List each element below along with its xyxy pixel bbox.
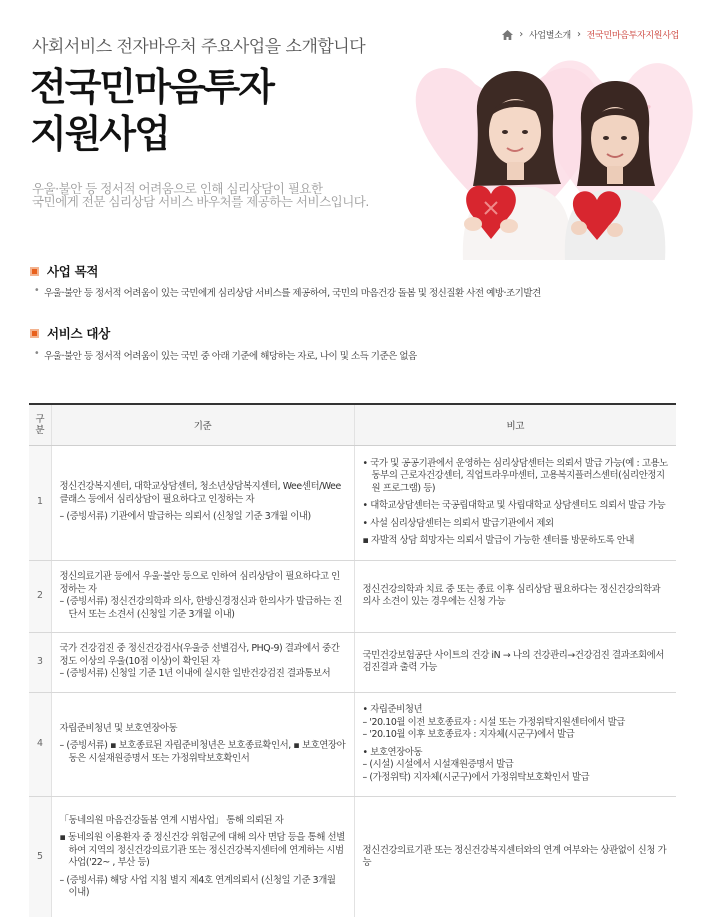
row-number: 1 (29, 445, 51, 560)
row-note (354, 692, 676, 796)
table-row (29, 632, 676, 692)
row-criteria (51, 692, 354, 796)
row-note (354, 560, 676, 632)
note-text: • 대학교상담센터는 국공립대학교 및 사립대학교 상담센터도 의뢰서 발급 가능 (362, 500, 666, 511)
row-note (354, 445, 676, 560)
table-header-row (29, 404, 676, 445)
criteria-evidence: – (증빙서류) 정신건강의학과 의사, 한방신경정신과 한의사가 발급하는 진단서 또는 소견서 (신청일 기준 3개월 이내) (59, 596, 342, 620)
row-number: 3 (29, 632, 51, 692)
note-text: • 자립준비청년 (362, 704, 423, 715)
section-square-icon (30, 329, 39, 338)
row-number: 4 (29, 692, 51, 796)
criteria-evidence: – (증빙서류) 기관에서 발급하는 의뢰서 (신청일 기준 3개월 이내) (59, 511, 311, 523)
row-note (354, 796, 676, 917)
note-text: 국민건강보험공단 사이트의 건강 iN → 나의 건강관리→건강검진 결과조회에서 검진결과 출력 가능 (362, 649, 664, 673)
table-row (29, 692, 676, 796)
note-text: • 국가 및 공공기관에서 운영하는 심리상담센터는 의뢰서 발급 가능(예 : 고용노동부의 근로자건강센터, 직업트라우마센터, 고용복지플러스센터(심리안정지원 프로그램) 등) (362, 457, 668, 494)
table-row (29, 560, 676, 632)
note-text: – (시설) 시설에서 시설재원증명서 발급 (362, 759, 514, 770)
chevron-right-icon: › (576, 29, 581, 40)
criteria-table (29, 403, 676, 917)
criteria-text: 「동네의원 마음건강돌봄 연계 시범사업」 통해 의뢰된 자 (59, 814, 284, 826)
row-criteria (51, 796, 354, 917)
purpose-text-body: 우울·불안 등 정서적 어려움이 있는 국민에게 심리상담 서비스를 제공하여, 국민의 마음건강 돌봄 및 정신질환 사전 예방·조기발견 (44, 288, 541, 299)
page-title (30, 64, 273, 158)
purpose-text: • 우울·불안 등 정서적 어려움이 있는 국민에게 심리상담 서비스를 제공하여, 국민의 마음건강 돌봄 및 정신질환 사전 예방·조기발견 (34, 285, 541, 299)
section-heading-purpose (30, 262, 98, 280)
home-icon[interactable] (502, 30, 513, 40)
description-line1: 우울·불안 등 정서적 어려움으로 인해 심리상담이 필요한 (32, 181, 323, 196)
table-row (29, 445, 676, 560)
page-title-line2: 지원사업 (30, 112, 169, 156)
criteria-text: 자립준비청년 및 보호연장아동 (59, 722, 178, 734)
note-text: • 보호연장아동 (362, 746, 423, 758)
row-note (354, 632, 676, 692)
criteria-text: 국가 건강검진 중 정신건강검사(우울증 선별검사, PHQ-9) 결과에서 중간 정도 이상의 우울(10점 이상)이 확인된 자 (59, 643, 340, 667)
breadcrumb-item-programs[interactable]: 사업별소개 (528, 31, 571, 41)
criteria-evidence: – (증빙서류) 신청일 기준 1년 이내에 실시한 일반건강검진 결과통보서 (59, 668, 331, 680)
column-header-criteria: 기준 (51, 404, 354, 445)
criteria-text: 정신건강복지센터, 대학교상담센터, 청소년상담복지센터, Wee센터/Wee 클래스 등에서 심리상담이 필요하다고 인정하는 자 (59, 481, 341, 505)
note-text: – '20.10월 이전 보호종료자 : 시설 또는 가정위탁지원센터에서 발급 (362, 716, 625, 728)
description-line2: 국민에게 전문 심리상담 서비스 바우처를 제공하는 서비스입니다. (32, 194, 369, 209)
target-text-body: 우울·불안 등 정서적 어려움이 있는 국민 중 아래 기준에 해당하는 자로, 나이 및 소득 기준은 없음 (44, 351, 417, 362)
target-text: • 우울·불안 등 정서적 어려움이 있는 국민 중 아래 기준에 해당하는 자로, 나이 및 소득 기준은 없음 (34, 348, 417, 362)
section-title-target: 서비스 대상 (47, 326, 110, 341)
section-square-icon (30, 267, 39, 276)
note-text: – '20.10월 이후 보호종료자 : 지자체(시군구)에서 발급 (362, 729, 575, 740)
criteria-evidence: – (증빙서류) ▪ 보호종료된 자립준비청년은 보호종료확인서, ▪ 보호연장아동은 시설재원증명서 또는 가정위탁보호확인서 (59, 740, 346, 764)
breadcrumb (502, 28, 679, 41)
page-title-line1: 전국민마음투자 (30, 65, 273, 109)
note-text: 정신건강의학과 치료 중 또는 종료 이후 심리상담 필요하다는 정신건강의학과 의사 소견이 있는 경우에는 신청 가능 (362, 583, 661, 607)
page-description (32, 182, 432, 208)
page-subhead: 사회서비스 전자바우처 주요사업을 소개합니다 (32, 37, 366, 57)
criteria-evidence: – (증빙서류) 해당 사업 지침 별지 제4호 연계의뢰서 (신청일 기준 3개월 이내) (59, 874, 336, 898)
breadcrumb-item-current[interactable]: 전국민마음투자지원사업 (586, 31, 679, 41)
column-header-note: 비고 (354, 404, 676, 445)
note-text: • 사설 심리상담센터는 의뢰서 발급기관에서 제외 (362, 517, 554, 529)
note-text: ▪ 자발적 상담 희망자는 의뢰서 발급이 가능한 센터를 방문하도록 안내 (362, 535, 635, 546)
criteria-detail: ▪ 동네의원 이용환자 중 정신건강 위험군에 대해 의사 면담 등을 통해 선별하여 지역의 정신건강의료기관 또는 정신건강복지센터에 연계하는 시범사업('22~ , 부산 등) (59, 832, 345, 868)
row-number: 2 (29, 560, 51, 632)
criteria-text: 정신의료기관 등에서 우울·불안 등으로 인하여 심리상담이 필요하다고 인정하는 자 (59, 571, 340, 595)
section-title-purpose: 사업 목적 (47, 264, 99, 279)
chevron-right-icon: › (519, 29, 523, 40)
column-header-num: 구분 (29, 404, 51, 445)
table-row (29, 796, 676, 917)
row-criteria (51, 560, 354, 632)
section-heading-target (30, 324, 110, 342)
row-criteria (51, 632, 354, 692)
row-number: 5 (29, 796, 51, 917)
note-text: 정신건강의료기관 또는 정신건강복지센터와의 연계 여부와는 상관없이 신청 가능 (362, 844, 667, 868)
row-criteria (51, 445, 354, 560)
hero-image (405, 44, 695, 260)
note-text: – (가정위탁) 지자체(시군구)에서 가정위탁보호확인서 발급 (362, 771, 590, 783)
